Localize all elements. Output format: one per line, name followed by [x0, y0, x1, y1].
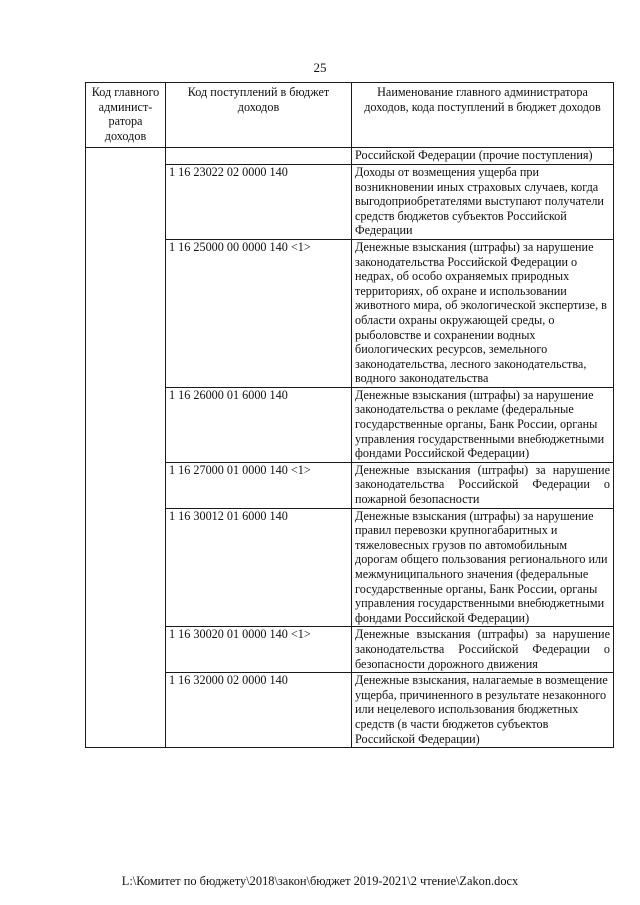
table-row [86, 164, 614, 239]
revenue-code-cell: 1 16 26000 01 6000 140 [166, 387, 352, 462]
revenue-code-cell: 1 16 25000 00 0000 140 <1> [166, 239, 352, 387]
revenue-name-cell: Денежные взыскания, налагаемые в возмещение ущерба, причиненного в результате незаконного или нецелевого использования бюджетных средств (в части бюджетов субъектов Российской Федерации) [352, 673, 614, 748]
table-row [86, 508, 614, 627]
revenue-name-cell: Денежные взыскания (штрафы) за нарушение законодательства Российской Федерации о пожарной безопасности [352, 462, 614, 508]
revenue-code-cell: 1 16 27000 01 0000 140 <1> [166, 462, 352, 508]
revenue-code-cell: 1 16 32000 02 0000 140 [166, 673, 352, 748]
header-revenue-code: Код поступлений в бюджет доходов [166, 83, 352, 148]
header-name: Наименование главного администратора доходов, кода поступлений в бюджет доходов [352, 83, 614, 148]
table-row [86, 148, 614, 165]
table-header-row [86, 83, 614, 148]
header-admin-code: Код главного админист-ратора доходов [86, 83, 166, 148]
table-row [86, 462, 614, 508]
revenue-name-cell: Денежные взыскания (штрафы) за нарушение законодательства Российской Федерации о безопасности дорожного движения [352, 627, 614, 673]
revenue-codes-table [85, 82, 614, 748]
table-row [86, 387, 614, 462]
revenue-code-cell: 1 16 30020 01 0000 140 <1> [166, 627, 352, 673]
revenue-name-cell: Доходы от возмещения ущерба при возникновении иных страховых случаев, когда выгодоприобретателями выступают получатели средств бюджетов субъектов Российской Федерации [352, 164, 614, 239]
revenue-name-cell: Денежные взыскания (штрафы) за нарушение законодательства о рекламе (федеральные государственные органы, Банк России, органы управления государственными внебюджетными фондами Российской Федерации) [352, 387, 614, 462]
revenue-name-cell: Российской Федерации (прочие поступления) [352, 148, 614, 165]
revenue-code-cell: 1 16 30012 01 6000 140 [166, 508, 352, 627]
revenue-code-cell [166, 148, 352, 165]
revenue-name-cell: Денежные взыскания (штрафы) за нарушение правил перевозки крупногабаритных и тяжеловесных грузов по автомобильным дорогам общего пользования регионального или межмуниципального значения (федеральные государственные органы, Банк России, органы управления государственными внебюджетными фондами Российской Федерации) [352, 508, 614, 627]
table-row [86, 673, 614, 748]
table-row [86, 627, 614, 673]
revenue-name-cell: Денежные взыскания (штрафы) за нарушение законодательства Российской Федерации о недрах, об особо охраняемых природных территориях, об охране и использовании животного мира, об экологической экспертизе, в области охраны окружающей среды, о рыболовстве и сохранении водных биологических ресурсов, земельного законодательства, лесного законодательства, водного законодательства [352, 239, 614, 387]
revenue-code-cell: 1 16 23022 02 0000 140 [166, 164, 352, 239]
table-row [86, 239, 614, 387]
admin-code-cell [86, 148, 166, 748]
page-number: 25 [313, 60, 327, 75]
footer-file-path: L:\Комитет по бюджету\2018\закон\бюджет 2019-2021\2 чтение\Zakon.docx [121, 874, 519, 888]
